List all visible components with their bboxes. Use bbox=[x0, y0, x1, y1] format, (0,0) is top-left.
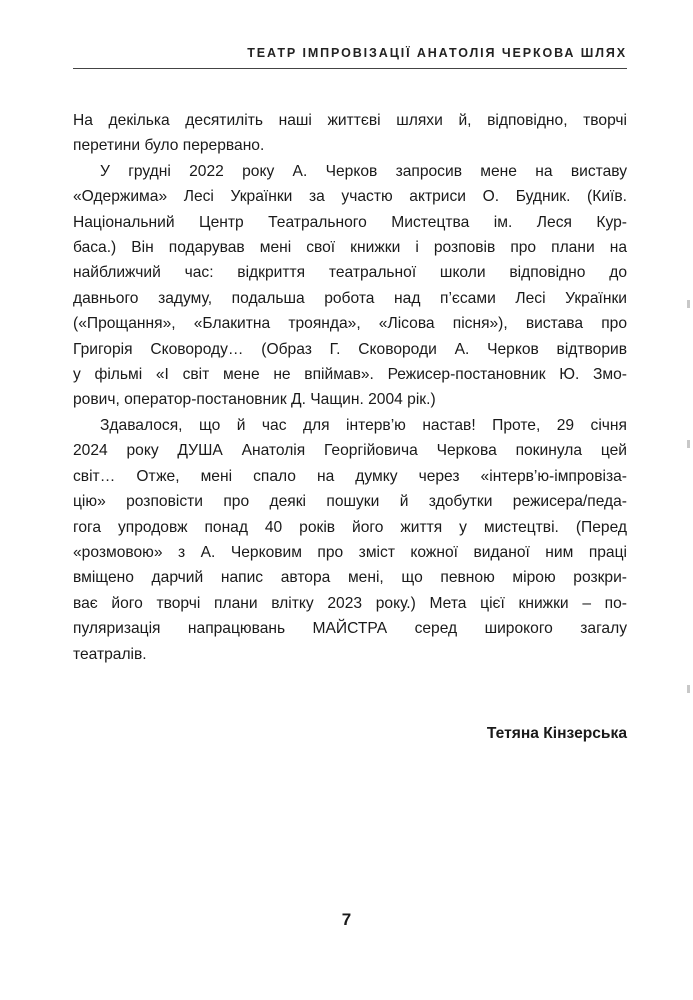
page-number: 7 bbox=[341, 910, 352, 929]
text-line: у фільмі «І світ мене не впіймав». Режисер-постановник Ю. Змо- bbox=[73, 366, 627, 384]
header-rule bbox=[73, 68, 627, 69]
text-line: цію» розповісти про деякі пошуки й здобутки режисера/педа- bbox=[73, 493, 627, 511]
text-line: («Прощання», «Блакитна троянда», «Лісова пісня»), вистава про bbox=[73, 315, 627, 333]
text-line: Здавалося, що й час для інтерв’ю настав! Проте, 29 січня bbox=[100, 416, 627, 434]
text-line: вміщено дарчий напис автора мені, що певною мірою розкри- bbox=[73, 569, 627, 587]
text-line: баса.) Він подарував мені свої книжки і розповів про плани на bbox=[73, 239, 627, 257]
text-line: театралів. bbox=[73, 645, 147, 663]
paragraph bbox=[73, 159, 627, 413]
text-line: У грудні 2022 року А. Черков запросив мене на виставу bbox=[100, 162, 627, 180]
text-line: 2024 року ДУША Анатолія Георгійовича Черкова покинула цей bbox=[73, 442, 627, 460]
body-text bbox=[73, 108, 627, 667]
text-line: найближчий час: відкриття театральної школи відповідно до bbox=[73, 264, 627, 282]
paragraph bbox=[73, 108, 627, 159]
page-edge-mark bbox=[687, 440, 690, 448]
text-line: ває його творчі плани влітку 2023 року.) Мета цієї книжки – по- bbox=[73, 594, 627, 612]
text-line: Національний Центр Театрального Мистецтва ім. Леся Кур- bbox=[73, 213, 627, 231]
page-edge-mark bbox=[687, 685, 690, 693]
text-line: «Одержима» Лесі Українки за участю актриси О. Будник. (Київ. bbox=[73, 188, 627, 206]
text-line: перетини було перервано. bbox=[73, 137, 265, 155]
page-edge-mark bbox=[687, 300, 690, 308]
text-line: пуляризація напрацювань МАЙСТРА серед широкого загалу bbox=[73, 620, 627, 638]
text-line: світ… Отже, мені спало на думку через «інтерв’ю-імпровіза- bbox=[73, 467, 627, 485]
text-line: давнього задуму, подальша робота над п’єсами Лесі Українки bbox=[73, 289, 627, 307]
text-line: На декілька десятиліть наші життєві шляхи й, відповідно, творчі bbox=[73, 112, 627, 129]
author-signature: Тетяна Кінзерська bbox=[486, 725, 627, 742]
text-line: Григорія Сковороду… (Образ Г. Сковороди А. Черков відтворив bbox=[73, 340, 627, 358]
paragraph bbox=[73, 413, 627, 667]
text-line: гога упродовж понад 40 років його життя у мистецтві. (Перед bbox=[73, 518, 627, 536]
text-line: «розмовою» з А. Черковим про зміст кожної виданої ним праці bbox=[73, 543, 627, 561]
text-line: рович, оператор-постановник Д. Чащин. 2004 рік.) bbox=[73, 391, 436, 409]
running-header: ТЕАТР ІМПРОВІЗАЦІЇ АНАТОЛІЯ ЧЕРКОВА ШЛЯХ bbox=[247, 46, 627, 60]
